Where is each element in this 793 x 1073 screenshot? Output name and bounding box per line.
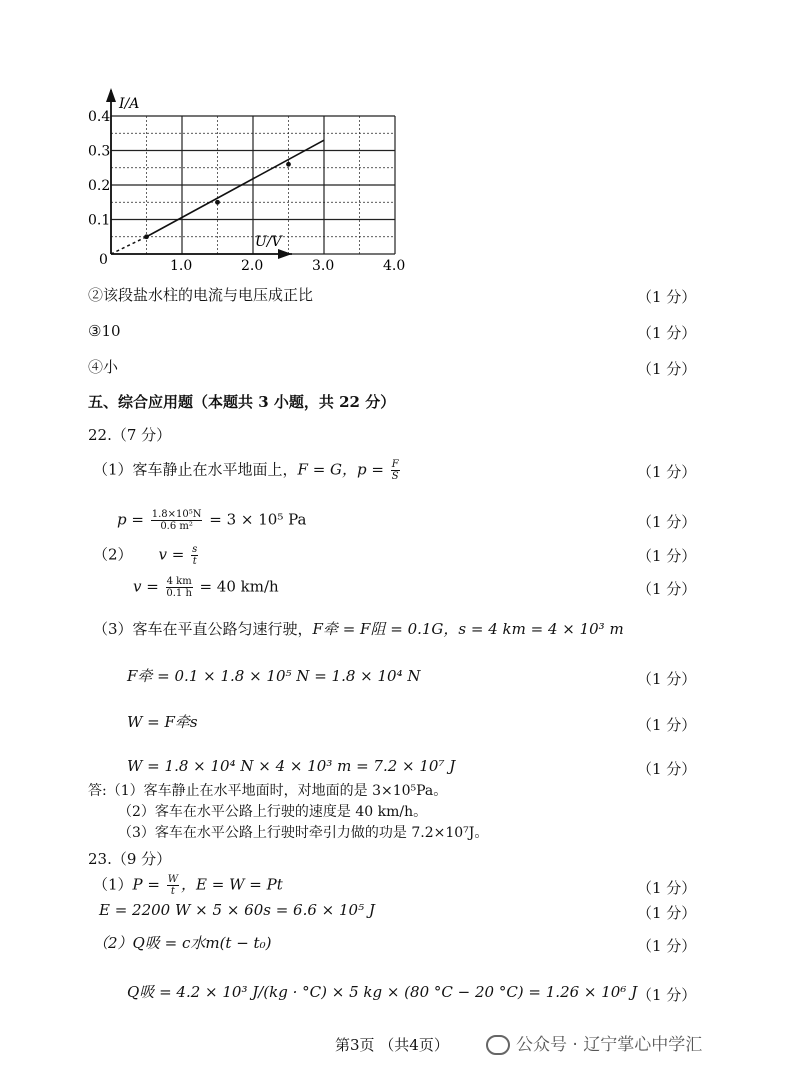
x-tick-label: 4.0 bbox=[383, 258, 406, 274]
origin-label: 0 bbox=[99, 252, 108, 268]
data-point bbox=[215, 200, 220, 205]
score-22-2a: （1 分） bbox=[637, 547, 697, 565]
score-23-1b: （1 分） bbox=[637, 904, 697, 922]
score-22-3b: （1 分） bbox=[637, 716, 697, 734]
score-q4: （1 分） bbox=[637, 360, 697, 378]
page-footer: 第3页 （共4页） bbox=[335, 1036, 449, 1054]
score-q3: （1 分） bbox=[637, 324, 697, 342]
p23-part1: （1）P = $\frac{W}{t}$ ，E = W = Pt bbox=[93, 874, 283, 897]
score-23-2b: （1 分） bbox=[637, 986, 697, 1004]
dashed-extension bbox=[111, 237, 147, 254]
p22-part3-work-formula: W = F牵s bbox=[127, 713, 198, 731]
data-point bbox=[286, 162, 291, 167]
y-tick-label: 0.3 bbox=[88, 143, 111, 160]
score-22-3c: （1 分） bbox=[637, 760, 697, 778]
p23-part1-calc: E = 2200 W × 5 × 60s = 6.6 × 10⁵ J bbox=[99, 901, 375, 919]
answer-q3: ③10 bbox=[88, 322, 121, 340]
p22-part3-force: F牵 = 0.1 × 1.8 × 10⁵ N = 1.8 × 10⁴ N bbox=[127, 667, 421, 685]
score-22-1b: （1 分） bbox=[637, 513, 697, 531]
fit-line bbox=[147, 140, 325, 237]
p22-part1: （1）客车静止在水平地面上，F = G，p = $\frac{F}{S}$ bbox=[93, 459, 399, 482]
data-point bbox=[144, 234, 149, 239]
p22-part2: （2） v = $\frac{s}{t}$ bbox=[93, 544, 198, 567]
watermark: 公众号 · 辽宁掌心中学汇 bbox=[486, 1030, 702, 1055]
x-tick-label: 1.0 bbox=[170, 258, 193, 274]
answer-q2: ②该段盐水柱的电流与电压成正比 bbox=[88, 286, 314, 304]
p23-part2-calc: Q吸 = 4.2 × 10³ J/(kg · °C) × 5 kg × (80 °C − 20 °C) = 1.26 × 10⁶ J bbox=[127, 983, 638, 1001]
x-tick-label: 2.0 bbox=[241, 258, 264, 274]
answer-22-3: （3）客车在水平公路上行驶时牵引力做的功是 7.2×10⁷J。 bbox=[118, 825, 489, 841]
y-axis-label: I/A bbox=[119, 96, 140, 112]
p22-part2-calc: v = $\frac{4 km}{0.1 h}$ = 40 km/h bbox=[133, 576, 279, 599]
answer-q4: ④小 bbox=[88, 358, 119, 376]
score-22-2b: （1 分） bbox=[637, 580, 697, 598]
p22-part1-calc: p = $\frac{\text{1.8×10⁵N}}{\text{0.6 m²}}$ = 3 × 10⁵ Pa bbox=[117, 509, 307, 532]
score-q2: （1 分） bbox=[637, 288, 697, 306]
y-tick-label: 0.4 bbox=[88, 109, 111, 125]
x-tick-label: 3.0 bbox=[312, 258, 335, 274]
score-22-1a: （1 分） bbox=[637, 463, 697, 481]
answer-22-2: （2）客车在水平公路上行驶的速度是 40 km/h。 bbox=[118, 804, 428, 820]
score-23-2a: （1 分） bbox=[637, 937, 697, 955]
p22-part3: （3）客车在平直公路匀速行驶，F牵 = F阻 = 0.1G，s = 4 km = 4 × 10³ m bbox=[93, 620, 624, 638]
answer-22-1: 答:（1）客车静止在水平地面时，对地面的是 3×10⁵Pa。 bbox=[88, 783, 448, 799]
p23-part2: （2）Q吸 = c水m(t − t₀) bbox=[93, 934, 272, 952]
score-23-1a: （1 分） bbox=[637, 879, 697, 897]
y-axis-arrow bbox=[106, 88, 116, 102]
score-22-3a: （1 分） bbox=[637, 670, 697, 688]
problem-23-heading: 23.（9 分） bbox=[88, 850, 172, 868]
problem-22-heading: 22.（7 分） bbox=[88, 426, 172, 444]
p22-part3-work-calc: W = 1.8 × 10⁴ N × 4 × 10³ m = 7.2 × 10⁷ J bbox=[127, 757, 456, 775]
y-tick-label: 0.2 bbox=[88, 178, 111, 194]
y-tick-label: 0.1 bbox=[88, 212, 111, 229]
x-axis-arrow bbox=[278, 249, 292, 259]
section-five-heading: 五、综合应用题（本题共 3 小题，共 22 分） bbox=[88, 393, 396, 411]
x-axis-label: U/V bbox=[255, 234, 282, 250]
wechat-icon bbox=[486, 1035, 510, 1055]
